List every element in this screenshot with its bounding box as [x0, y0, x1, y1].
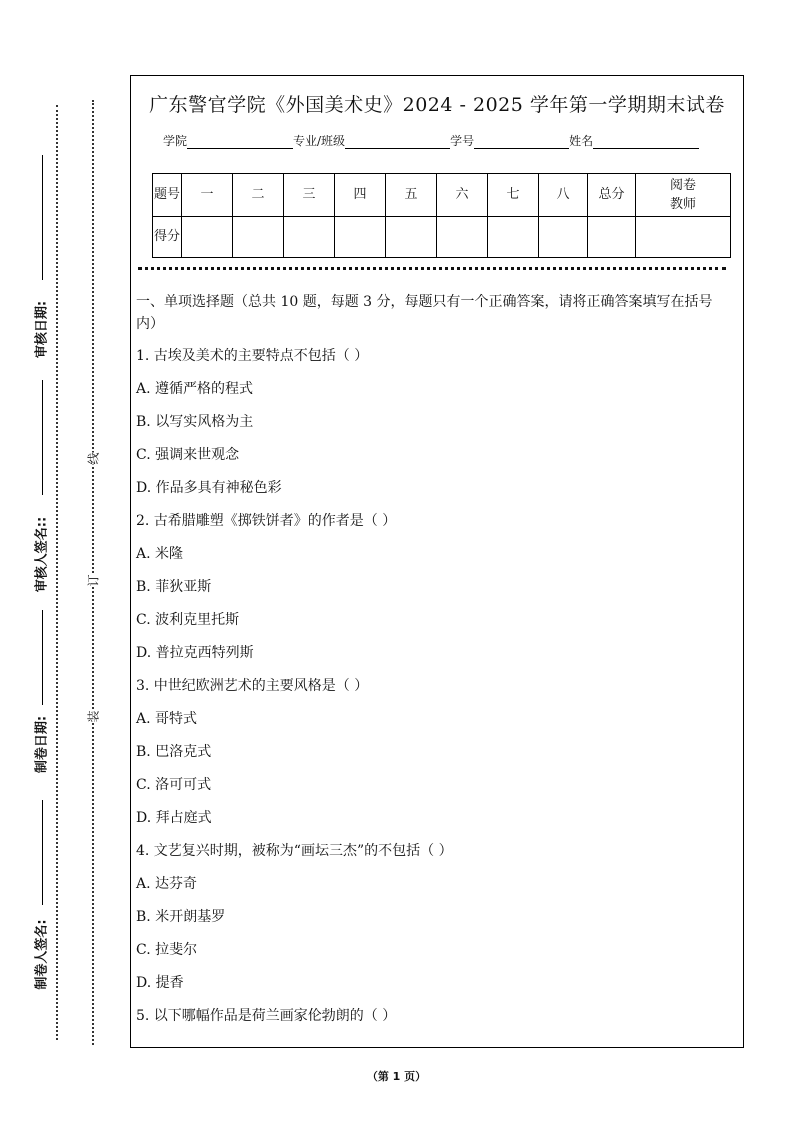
score-cell-3[interactable] — [284, 217, 335, 258]
exam-frame — [130, 75, 744, 1048]
option-line: A. 达芬奇 — [136, 876, 198, 892]
maker-sign-label: 制卷人签名: — [34, 919, 50, 990]
option-line: D. 提香 — [136, 975, 184, 991]
page-number: （第 1 页） — [366, 1070, 427, 1083]
score-cell-1[interactable] — [182, 217, 233, 258]
score-col-3: 三 — [284, 174, 335, 217]
option-line: B. 以写实风格为主 — [136, 414, 254, 430]
review-date-label: 审核日期: — [34, 300, 50, 359]
option-line: B. 巴洛克式 — [136, 744, 212, 760]
option-line: D. 拜占庭式 — [136, 810, 212, 826]
score-col-1: 一 — [182, 174, 233, 217]
sign-line-review-date — [42, 155, 43, 280]
student-id-label: 学号 — [450, 134, 475, 148]
score-row-header: 得分 — [153, 217, 182, 258]
reviewer-cell[interactable] — [636, 217, 731, 258]
option-line: A. 哥特式 — [136, 711, 198, 727]
question-section — [136, 291, 733, 1038]
student-id-field[interactable] — [474, 136, 569, 149]
score-cell-8[interactable] — [539, 217, 588, 258]
score-col-total: 总分 — [588, 174, 636, 217]
question-line: 2. 古希腊雕塑《掷铁饼者》的作者是（ ） — [136, 513, 397, 529]
question-line: 5. 以下哪幅作品是荷兰画家伦勃朗的（ ） — [136, 1008, 397, 1024]
option-line: D. 普拉克西特列斯 — [136, 645, 254, 661]
score-cell-5[interactable] — [386, 217, 437, 258]
option-line: D. 作品多具有神秘色彩 — [136, 480, 282, 496]
option-line: A. 遵循严格的程式 — [136, 381, 254, 397]
major-field[interactable] — [345, 136, 450, 149]
option-line: B. 菲狄亚斯 — [136, 579, 212, 595]
name-field[interactable] — [593, 136, 699, 149]
sign-line-maker-date — [42, 610, 43, 705]
option-line: A. 米隆 — [136, 546, 184, 562]
sign-line-reviewer — [42, 380, 43, 495]
major-label: 专业/班级 — [293, 134, 346, 148]
sign-line-maker-sign — [42, 800, 43, 905]
student-info-row — [163, 132, 699, 149]
option-line: C. 拉斐尔 — [136, 942, 198, 958]
option-line: C. 波利克里托斯 — [136, 612, 240, 628]
score-cell-2[interactable] — [233, 217, 284, 258]
section-heading: 一、单项选择题（总共 10 题，每题 3 分，每题只有一个正确答案，请将正确答案填写在括号内） — [136, 294, 713, 332]
option-line: C. 洛可可式 — [136, 777, 212, 793]
bind-mark-zhuang: 装 — [86, 710, 101, 723]
bind-mark-line: 线 — [86, 452, 101, 465]
score-col-8: 八 — [539, 174, 588, 217]
score-cell-total[interactable] — [588, 217, 636, 258]
reviewer-sign-label: 审核人签名:: — [34, 516, 50, 593]
score-col-7: 七 — [488, 174, 539, 217]
score-cell-4[interactable] — [335, 217, 386, 258]
bind-mark-ding: 订 — [86, 574, 101, 587]
score-table — [152, 173, 731, 258]
binding-dotted-line-inner — [92, 100, 94, 1045]
dotted-separator — [138, 267, 726, 270]
option-line: C. 强调来世观念 — [136, 447, 240, 463]
college-label: 学院 — [163, 134, 188, 148]
question-line: 3. 中世纪欧洲艺术的主要风格是（ ） — [136, 678, 369, 694]
score-col-4: 四 — [335, 174, 386, 217]
score-col-5: 五 — [386, 174, 437, 217]
maker-date-label: 制卷日期: — [34, 715, 50, 774]
college-field[interactable] — [187, 136, 293, 149]
score-col-2: 二 — [233, 174, 284, 217]
score-cell-6[interactable] — [437, 217, 488, 258]
exam-title: 广东警官学院《外国美术史》2024 - 2025 学年第一学期期末试卷 — [149, 94, 725, 116]
name-label: 姓名 — [569, 134, 594, 148]
question-line: 1. 古埃及美术的主要特点不包括（ ） — [136, 348, 369, 364]
question-number-header: 题号 — [153, 174, 182, 217]
question-line: 4. 文艺复兴时期，被称为“画坛三杰”的不包括（ ） — [136, 843, 453, 859]
score-cell-7[interactable] — [488, 217, 539, 258]
option-line: B. 米开朗基罗 — [136, 909, 226, 925]
binding-dotted-line-outer — [56, 105, 58, 1040]
reviewer-header: 阅卷教师 — [636, 174, 731, 217]
score-col-6: 六 — [437, 174, 488, 217]
